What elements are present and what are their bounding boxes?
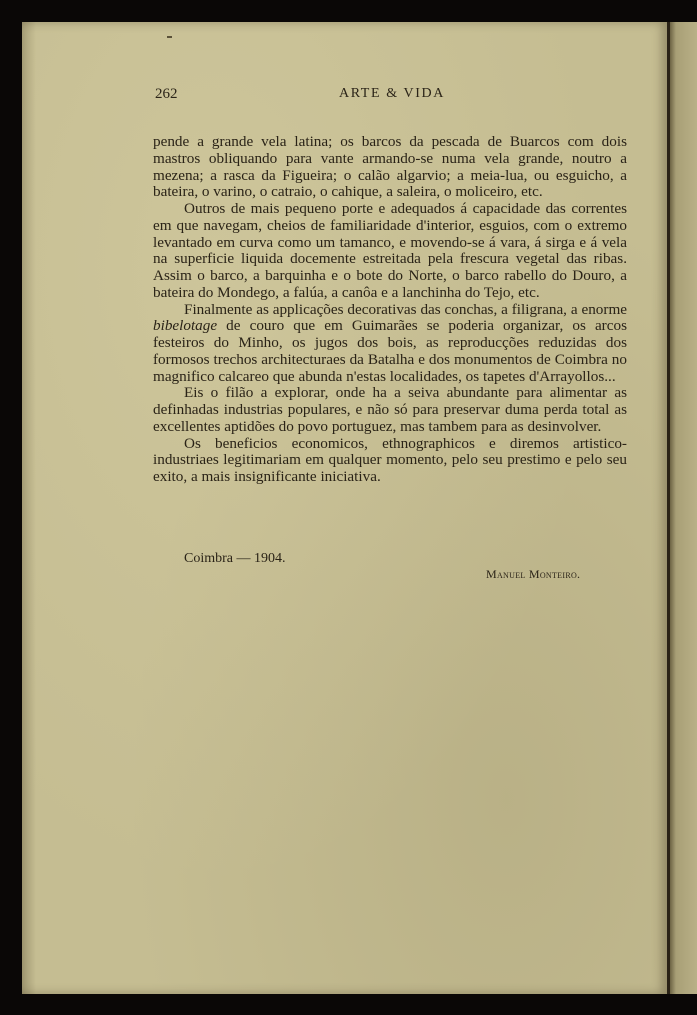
paragraph <box>153 134 627 201</box>
paragraph <box>153 302 627 386</box>
print-mark <box>167 36 172 38</box>
paragraph <box>153 436 627 486</box>
paragraph <box>153 385 627 435</box>
paragraph-text: Eis o filão a explorar, onde ha a seiva abundante para alimentar as definhadas industrias populares, e não só para preservar duma perda total as excellentes aptidões do povo portuguez, mas tambem para as desinvolver. <box>153 384 627 435</box>
next-page-edge <box>670 22 697 994</box>
place-date: Coimbra — 1904. <box>184 551 286 566</box>
paragraph-text: pende a grande vela latina; os barcos da pescada de Buarcos com dois mastros obliquando para vante armando-se numa vela grande, noutro a mezena; a rasca da Figueira; o calão algarvio; a meia-lua, ou esguicho, a bateira, o varino, o catraio, o cahique, a saleira, o moliceiro, etc. <box>153 133 627 201</box>
paragraph-text: Finalmente as applicações decorativas das conchas, a filigrana, a enorme <box>184 300 627 318</box>
author-signature: Manuel Monteiro. <box>486 567 581 581</box>
paragraph-text: de couro que em Guimarães se poderia organizar, os arcos festeiros do Minho, os jugos dos bois, as reproducções reduzidas dos formosos trechos architecturaes da Batalha e dos monumentos de Coimbra no magnifico calcareo que abunda n'estas localidades, os tapetes d'Arrayollos... <box>153 317 627 385</box>
page-header <box>155 86 625 108</box>
paragraph <box>153 201 627 302</box>
paragraph-text: Outros de mais pequeno porte e adequados á capacidade das correntes em que navegam, cheios de familiaridade d'interior, esguios, com o extremo levantado em curva como um tamanco, e movendo-se á vara, á sirga e á vela na superficie liquida docemente estreitada pela frescura vegetal das ribas. Assim o barco, a barquinha e o bote do Norte, o barco rabello do Douro, a bateira do Mondego, a falúa, a canôa e a lanchinha do Tejo, etc. <box>153 200 627 301</box>
italic-term: bibelotage <box>153 317 218 335</box>
article-body <box>153 134 627 486</box>
paragraph-text: Os beneficios economicos, ethnographicos e diremos artistico-industriaes legitimariam em qualquer momento, pelo seu prestimo e pelo seu exito, a mais insignificante iniciativa. <box>153 434 627 485</box>
page-number: 262 <box>155 86 178 102</box>
running-head: ARTE & VIDA <box>339 86 445 101</box>
